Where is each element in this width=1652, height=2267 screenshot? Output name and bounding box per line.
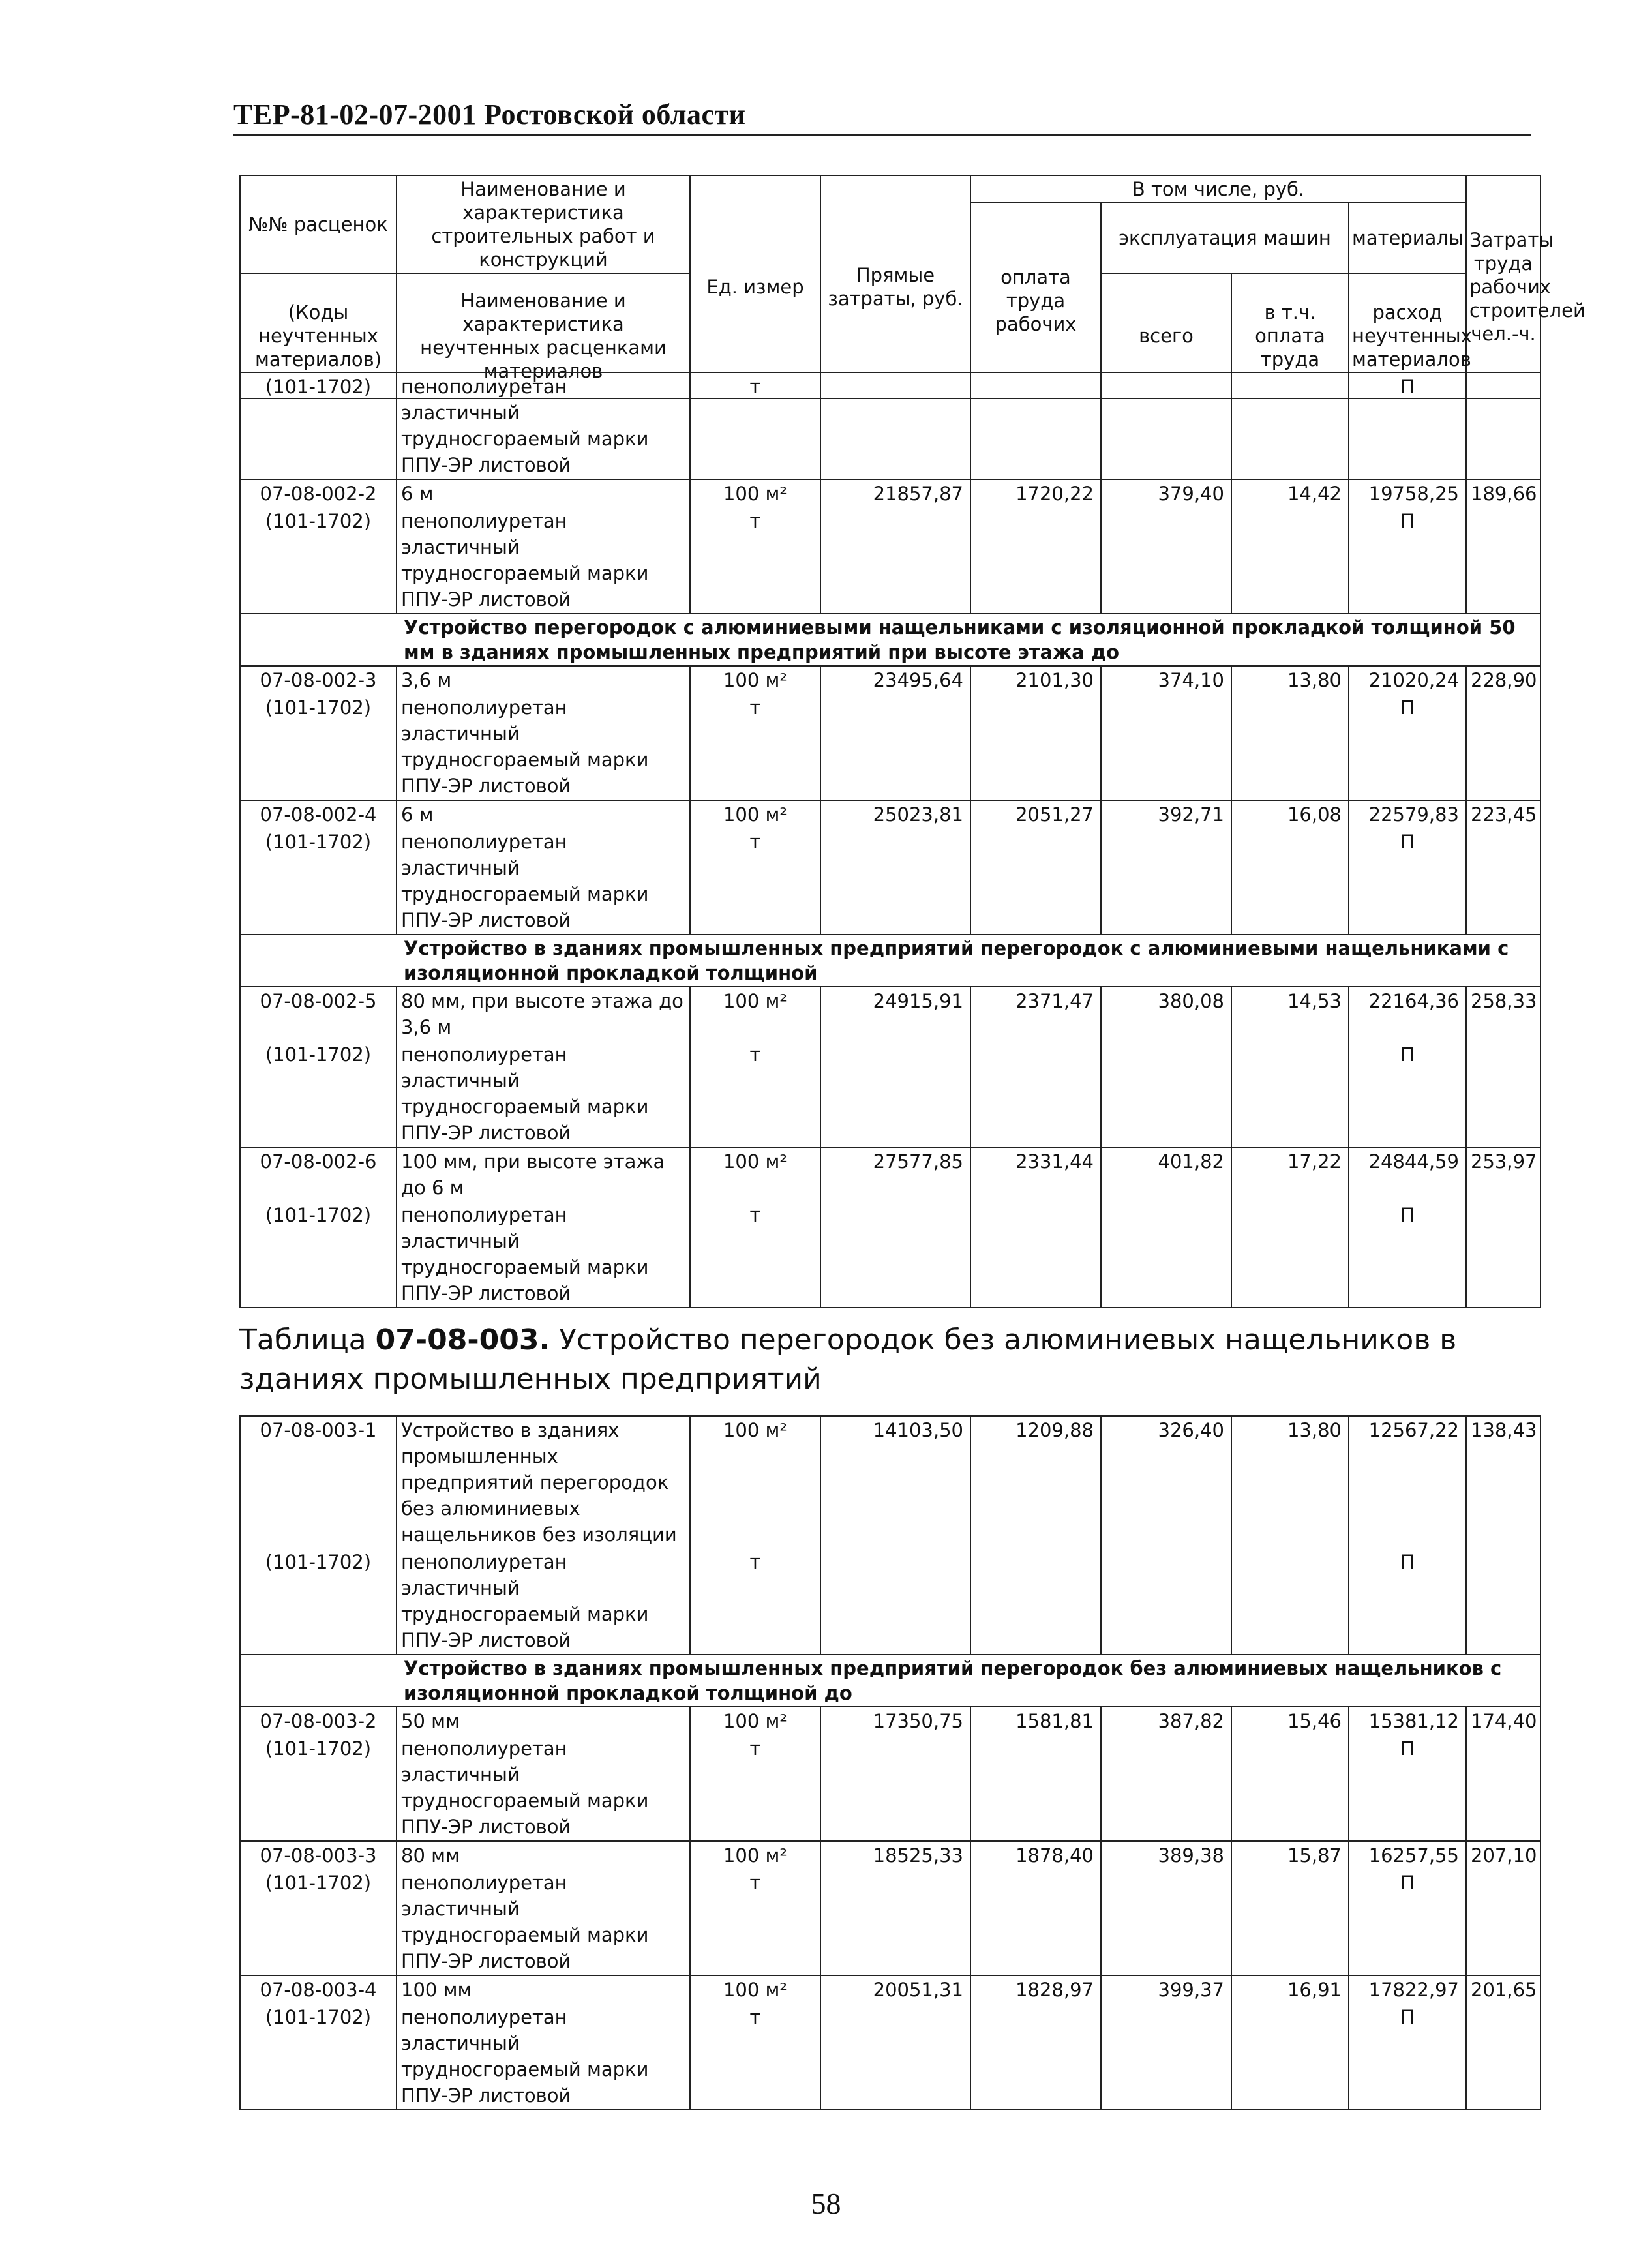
rate-machines-labor: 17,22	[1231, 1147, 1349, 1201]
rate-machines-labor: 16,08	[1231, 800, 1349, 828]
rate-name: 100 мм	[397, 1975, 690, 2004]
rate-machines-total: 326,40	[1101, 1416, 1231, 1548]
empty-cell	[1231, 1548, 1349, 1655]
rate-labor-hours: 223,45	[1466, 800, 1540, 828]
material-expense: П	[1349, 372, 1466, 479]
empty-cell	[1466, 1869, 1540, 1975]
rate-name: 80 мм, при высоте этажа до 3,6 м	[397, 987, 690, 1041]
rate-code: 07-08-002-5	[240, 987, 397, 1041]
rates-table-body-part1	[239, 372, 1541, 1308]
empty-cell	[1101, 1041, 1231, 1147]
material-name: пенополиуретан эластичный трудносгораемый марки ППУ-ЭР листовой	[397, 1201, 690, 1308]
empty-cell	[1101, 1869, 1231, 1975]
empty-cell	[820, 507, 970, 614]
material-code: (101-1702)	[240, 1201, 397, 1308]
material-expense: П	[1349, 1735, 1466, 1841]
rate-machines-labor: 13,80	[1231, 666, 1349, 694]
material-name: пенополиуретан эластичный трудносгораемый марки ППУ-ЭР листовой	[397, 2004, 690, 2110]
rates-table-body-part2	[239, 1415, 1541, 2110]
header-machines-incl-labor: в т.ч. оплата труда	[1231, 273, 1349, 398]
empty-cell	[1101, 507, 1231, 614]
empty-cell	[1466, 1201, 1540, 1308]
header-machines-total: всего	[1101, 273, 1231, 398]
material-row	[240, 1735, 1540, 1841]
empty-cell	[1101, 1735, 1231, 1841]
material-name: пенополиуретан эластичный трудносгораемый марки ППУ-ЭР листовой	[397, 1041, 690, 1147]
empty-cell	[1231, 372, 1349, 479]
material-unit: т	[690, 372, 820, 479]
rate-machines-total: 387,82	[1101, 1707, 1231, 1735]
rate-row	[240, 987, 1540, 1041]
material-code: (101-1702)	[240, 1548, 397, 1655]
header-materials: материалы	[1349, 203, 1466, 273]
rate-row	[240, 1416, 1540, 1548]
rate-unit: 100 м²	[690, 1147, 820, 1201]
header-materials-expense: расход неучтенных материалов	[1349, 273, 1466, 398]
rate-code: 07-08-002-6	[240, 1147, 397, 1201]
material-unit: т	[690, 828, 820, 935]
rate-machines-labor: 13,80	[1231, 1416, 1349, 1548]
material-row	[240, 1548, 1540, 1655]
rate-materials: 21020,24	[1349, 666, 1466, 694]
rate-machines-total: 380,08	[1101, 987, 1231, 1041]
rate-labor-pay: 2371,47	[970, 987, 1101, 1041]
rate-labor-pay: 2051,27	[970, 800, 1101, 828]
material-unit: т	[690, 1869, 820, 1975]
material-code: (101-1702)	[240, 507, 397, 614]
rate-direct-costs: 27577,85	[820, 1147, 970, 1201]
rate-unit: 100 м²	[690, 1975, 820, 2004]
table-caption-title: Устройство перегородок без алюминиевых нащельников в зданиях промышленных предприятий	[239, 1323, 1457, 1396]
material-code: (101-1702)	[240, 1869, 397, 1975]
rate-direct-costs: 14103,50	[820, 1416, 970, 1548]
rate-machines-labor: 16,91	[1231, 1975, 1349, 2004]
rate-code: 07-08-002-3	[240, 666, 397, 694]
page-number: 58	[811, 2187, 841, 2220]
material-code: (101-1702)	[240, 1041, 397, 1147]
material-unit: т	[690, 2004, 820, 2110]
empty-cell	[820, 372, 970, 479]
empty-cell	[820, 1869, 970, 1975]
rate-row	[240, 1841, 1540, 1869]
material-row	[240, 828, 1540, 935]
rate-labor-hours: 174,40	[1466, 1707, 1540, 1735]
rate-materials: 22164,36	[1349, 987, 1466, 1041]
empty-cell	[1101, 828, 1231, 935]
rate-code: 07-08-003-2	[240, 1707, 397, 1735]
material-name: пенополиуретан эластичный трудносгораемый марки ППУ-ЭР листовой	[397, 372, 690, 479]
rate-row	[240, 1147, 1540, 1201]
header-code-top: №№ расценок	[240, 175, 397, 273]
header-name-bottom: Наименование и характеристика неучтенных расценками материалов	[397, 273, 690, 398]
empty-cell	[1231, 1201, 1349, 1308]
empty-cell	[1466, 1041, 1540, 1147]
rate-name: 80 мм	[397, 1841, 690, 1869]
material-row	[240, 507, 1540, 614]
rate-row	[240, 479, 1540, 507]
empty-cell	[820, 1548, 970, 1655]
rate-code: 07-08-003-4	[240, 1975, 397, 2004]
rate-materials: 17822,97	[1349, 1975, 1466, 2004]
material-expense: П	[1349, 1869, 1466, 1975]
empty-cell	[970, 1548, 1101, 1655]
running-head: ТЕР-81-02-07-2001 Ростовской области	[233, 98, 1531, 136]
rate-labor-pay: 1581,81	[970, 1707, 1101, 1735]
table-caption	[239, 1321, 1540, 1399]
empty-cell	[820, 1201, 970, 1308]
rate-unit: 100 м²	[690, 666, 820, 694]
material-expense: П	[1349, 1548, 1466, 1655]
rate-machines-total: 389,38	[1101, 1841, 1231, 1869]
material-row	[240, 1869, 1540, 1975]
material-code: (101-1702)	[240, 694, 397, 800]
rate-machines-total: 399,37	[1101, 1975, 1231, 2004]
material-code: (101-1702)	[240, 372, 397, 479]
empty-cell	[820, 828, 970, 935]
material-name: пенополиуретан эластичный трудносгораемый марки ППУ-ЭР листовой	[397, 694, 690, 800]
empty-cell	[1101, 372, 1231, 479]
header-including: В том числе, руб.	[970, 175, 1466, 203]
rate-labor-hours: 138,43	[1466, 1416, 1540, 1548]
material-row	[240, 372, 1540, 479]
rates-table-header	[239, 175, 1585, 399]
empty-cell	[1231, 694, 1349, 800]
empty-cell	[970, 372, 1101, 479]
material-expense: П	[1349, 1041, 1466, 1147]
table-caption-number: 07-08-003.	[375, 1323, 550, 1357]
material-unit: т	[690, 1201, 820, 1308]
rate-direct-costs: 20051,31	[820, 1975, 970, 2004]
rate-name: 50 мм	[397, 1707, 690, 1735]
rate-name: 6 м	[397, 479, 690, 507]
empty-cell	[1466, 1735, 1540, 1841]
empty-cell	[970, 1041, 1101, 1147]
empty-cell	[1466, 507, 1540, 614]
rate-code: 07-08-002-4	[240, 800, 397, 828]
section-row	[240, 935, 1540, 987]
rate-labor-pay: 1828,97	[970, 1975, 1101, 2004]
rate-row	[240, 1707, 1540, 1735]
rate-materials: 24844,59	[1349, 1147, 1466, 1201]
section-title: Устройство в зданиях промышленных предприятий перегородок без алюминиевых нащельников с изоляционной прокладкой толщиной до	[240, 1655, 1540, 1707]
material-row	[240, 2004, 1540, 2110]
rate-materials: 12567,22	[1349, 1416, 1466, 1548]
material-unit: т	[690, 694, 820, 800]
material-unit: т	[690, 507, 820, 614]
rate-labor-pay: 1878,40	[970, 1841, 1101, 1869]
rate-materials: 22579,83	[1349, 800, 1466, 828]
rate-materials: 19758,25	[1349, 479, 1466, 507]
rate-machines-labor: 14,53	[1231, 987, 1349, 1041]
table-caption-label: Таблица	[239, 1323, 367, 1357]
rate-direct-costs: 25023,81	[820, 800, 970, 828]
header-direct-costs: Прямые затраты, руб.	[820, 175, 970, 398]
material-row	[240, 1041, 1540, 1147]
rate-direct-costs: 18525,33	[820, 1841, 970, 1869]
rate-row	[240, 1975, 1540, 2004]
rate-unit: 100 м²	[690, 1841, 820, 1869]
empty-cell	[820, 1735, 970, 1841]
rate-labor-hours: 201,65	[1466, 1975, 1540, 2004]
rate-materials: 15381,12	[1349, 1707, 1466, 1735]
rate-code: 07-08-002-2	[240, 479, 397, 507]
header-unit: Ед. измер	[690, 175, 820, 398]
empty-cell	[1101, 2004, 1231, 2110]
rate-labor-pay: 1720,22	[970, 479, 1101, 507]
rate-materials: 16257,55	[1349, 1841, 1466, 1869]
empty-cell	[1466, 1548, 1540, 1655]
section-row	[240, 614, 1540, 666]
rate-name: 3,6 м	[397, 666, 690, 694]
material-name: пенополиуретан эластичный трудносгораемый марки ППУ-ЭР листовой	[397, 507, 690, 614]
rate-direct-costs: 17350,75	[820, 1707, 970, 1735]
rate-row	[240, 666, 1540, 694]
rate-unit: 100 м²	[690, 1416, 820, 1548]
rate-labor-hours: 189,66	[1466, 479, 1540, 507]
rate-labor-hours: 258,33	[1466, 987, 1540, 1041]
rate-direct-costs: 21857,87	[820, 479, 970, 507]
empty-cell	[1231, 1041, 1349, 1147]
rate-machines-total: 401,82	[1101, 1147, 1231, 1201]
rate-labor-pay: 2101,30	[970, 666, 1101, 694]
header-machines: эксплуатация машин	[1101, 203, 1349, 273]
header-code-bottom: (Коды неучтенных материалов)	[240, 273, 397, 398]
rate-labor-hours: 228,90	[1466, 666, 1540, 694]
material-code: (101-1702)	[240, 2004, 397, 2110]
material-code: (101-1702)	[240, 828, 397, 935]
empty-cell	[1466, 2004, 1540, 2110]
rate-unit: 100 м²	[690, 479, 820, 507]
rate-labor-hours: 207,10	[1466, 1841, 1540, 1869]
rate-machines-total: 374,10	[1101, 666, 1231, 694]
material-name: пенополиуретан эластичный трудносгораемый марки ППУ-ЭР листовой	[397, 1548, 690, 1655]
rate-direct-costs: 23495,64	[820, 666, 970, 694]
empty-cell	[1466, 694, 1540, 800]
material-name: пенополиуретан эластичный трудносгораемый марки ППУ-ЭР листовой	[397, 1735, 690, 1841]
empty-cell	[1231, 1869, 1349, 1975]
rate-unit: 100 м²	[690, 987, 820, 1041]
empty-cell	[970, 828, 1101, 935]
section-row	[240, 1655, 1540, 1707]
empty-cell	[1466, 828, 1540, 935]
rate-unit: 100 м²	[690, 800, 820, 828]
rate-labor-hours: 253,97	[1466, 1147, 1540, 1201]
section-title: Устройство перегородок с алюминиевыми нащельниками с изоляционной прокладкой толщиной 50 мм в зданиях промышленных предприятий при высоте этажа до	[240, 614, 1540, 666]
empty-cell	[1231, 1735, 1349, 1841]
empty-cell	[1231, 828, 1349, 935]
rate-unit: 100 м²	[690, 1707, 820, 1735]
material-expense: П	[1349, 2004, 1466, 2110]
rate-machines-total: 392,71	[1101, 800, 1231, 828]
rate-name: 6 м	[397, 800, 690, 828]
rate-direct-costs: 24915,91	[820, 987, 970, 1041]
rate-labor-pay: 1209,88	[970, 1416, 1101, 1548]
empty-cell	[1101, 694, 1231, 800]
rate-machines-labor: 15,46	[1231, 1707, 1349, 1735]
section-title: Устройство в зданиях промышленных предприятий перегородок с алюминиевыми нащельниками с изоляционной прокладкой толщиной	[240, 935, 1540, 987]
material-row	[240, 1201, 1540, 1308]
empty-cell	[970, 694, 1101, 800]
material-unit: т	[690, 1548, 820, 1655]
empty-cell	[1231, 2004, 1349, 2110]
empty-cell	[970, 507, 1101, 614]
empty-cell	[1231, 507, 1349, 614]
empty-cell	[970, 1201, 1101, 1308]
header-labor-pay: оплата труда рабочих	[970, 203, 1101, 398]
header-labor-hours: Затраты труда рабочих строителей чел.-ч.	[1466, 175, 1540, 398]
empty-cell	[970, 1735, 1101, 1841]
empty-cell	[820, 2004, 970, 2110]
rate-machines-labor: 15,87	[1231, 1841, 1349, 1869]
rate-code: 07-08-003-1	[240, 1416, 397, 1548]
material-unit: т	[690, 1735, 820, 1841]
rate-labor-pay: 2331,44	[970, 1147, 1101, 1201]
empty-cell	[1101, 1201, 1231, 1308]
material-code: (101-1702)	[240, 1735, 397, 1841]
empty-cell	[1101, 1548, 1231, 1655]
rate-machines-labor: 14,42	[1231, 479, 1349, 507]
material-name: пенополиуретан эластичный трудносгораемый марки ППУ-ЭР листовой	[397, 828, 690, 935]
empty-cell	[970, 2004, 1101, 2110]
material-name: пенополиуретан эластичный трудносгораемый марки ППУ-ЭР листовой	[397, 1869, 690, 1975]
rate-name: 100 мм, при высоте этажа до 6 м	[397, 1147, 690, 1201]
rate-name: Устройство в зданиях промышленных предприятий перегородок без алюминиевых нащельников без изоляции	[397, 1416, 690, 1548]
header-name-top: Наименование и характеристика строительных работ и конструкций	[397, 175, 690, 273]
material-unit: т	[690, 1041, 820, 1147]
material-expense: П	[1349, 694, 1466, 800]
empty-cell	[970, 1869, 1101, 1975]
empty-cell	[820, 1041, 970, 1147]
empty-cell	[1466, 372, 1540, 479]
rate-code: 07-08-003-3	[240, 1841, 397, 1869]
material-expense: П	[1349, 507, 1466, 614]
rate-row	[240, 800, 1540, 828]
rate-machines-total: 379,40	[1101, 479, 1231, 507]
material-row	[240, 694, 1540, 800]
material-expense: П	[1349, 1201, 1466, 1308]
material-expense: П	[1349, 828, 1466, 935]
empty-cell	[820, 694, 970, 800]
